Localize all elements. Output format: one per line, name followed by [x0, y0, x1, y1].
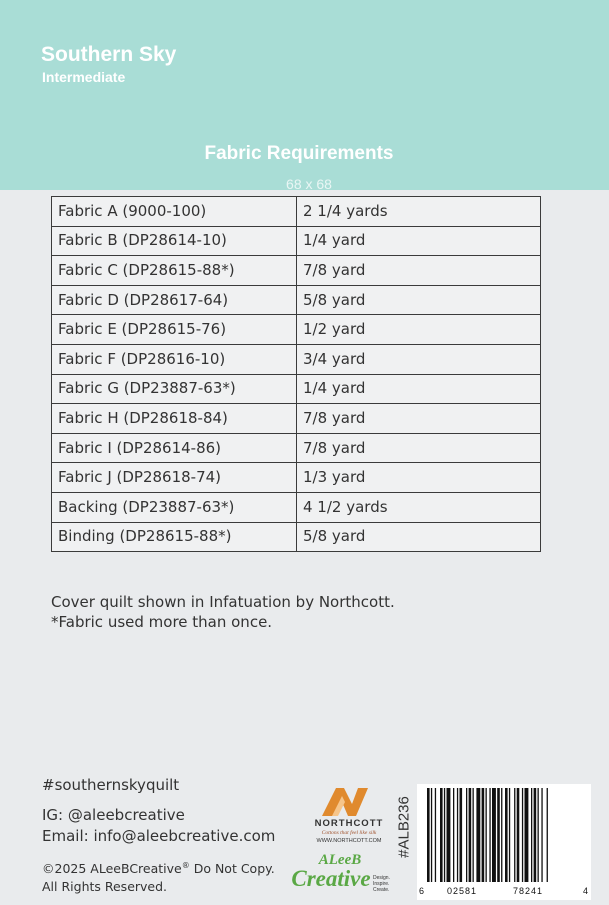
barcode-digit-right: 4	[583, 886, 589, 896]
fabric-reuse-note: *Fabric used more than once.	[51, 613, 273, 631]
barcode-bar	[482, 788, 485, 882]
quilt-size: 68 x 68	[286, 176, 332, 192]
barcode-bar	[531, 788, 532, 882]
fabric-amount-cell: 7/8 yard	[297, 433, 541, 463]
barcode-bar	[427, 788, 430, 882]
table-row	[52, 197, 541, 227]
barcode-bar	[501, 788, 502, 882]
fabric-amount-cell: 5/8 yard	[297, 522, 541, 552]
barcode-bar	[541, 788, 542, 882]
section-title: Fabric Requirements	[204, 143, 394, 164]
fabric-amount-cell: 1/2 yard	[297, 315, 541, 345]
table-row	[52, 463, 541, 493]
table-row	[52, 374, 541, 404]
barcode	[417, 784, 591, 900]
barcode-bar	[509, 788, 510, 882]
barcode-bar	[476, 788, 480, 882]
barcode-bar	[440, 788, 443, 882]
barcode-bar	[466, 788, 467, 882]
fabric-name-cell: Fabric A (9000-100)	[52, 197, 297, 227]
fabric-requirements-table	[51, 196, 541, 552]
fabric-name-cell: Fabric G (DP23887-63*)	[52, 374, 297, 404]
barcode-bar	[486, 788, 487, 882]
barcode-bar	[534, 788, 537, 882]
fabric-name-cell: Fabric J (DP28618-74)	[52, 463, 297, 493]
table-row	[52, 492, 541, 522]
table-row	[52, 285, 541, 315]
fabric-amount-cell: 1/3 yard	[297, 463, 541, 493]
table-row	[52, 433, 541, 463]
barcode-bar	[514, 788, 515, 882]
aleeb-logo-top: ALeeB	[318, 852, 362, 868]
barcode-bars-icon	[417, 784, 591, 900]
barcode-bar	[457, 788, 458, 882]
barcode-group-2: 78241	[513, 886, 544, 896]
rights-reserved: All Rights Reserved.	[42, 879, 168, 894]
barcode-bar	[431, 788, 432, 882]
hashtag: #southernskyquilt	[42, 776, 180, 794]
copyright: ©2025 ALeeBCreative® Do Not Copy.	[42, 861, 275, 877]
cover-quilt-note: Cover quilt shown in Infatuation by Northcott.	[51, 593, 395, 611]
fabric-amount-cell: 5/8 yard	[297, 285, 541, 315]
northcott-tagline: Cottons that feel like silk	[321, 830, 377, 836]
barcode-bar	[453, 788, 454, 882]
aleeb-logo-bottom: Creative	[291, 866, 371, 891]
northcott-name: NORTHCOTT	[314, 818, 384, 829]
barcode-bar	[522, 788, 523, 882]
instagram-handle: IG: @aleebcreative	[42, 806, 185, 824]
barcode-bar	[505, 788, 508, 882]
skill-level: Intermediate	[42, 69, 126, 85]
barcode-bar	[447, 788, 451, 882]
fabric-name-cell: Fabric E (DP28615-76)	[52, 315, 297, 345]
barcode-group-1: 02581	[447, 886, 478, 896]
barcode-bar	[435, 788, 436, 882]
table-row	[52, 256, 541, 286]
barcode-bar	[473, 788, 474, 882]
barcode-bar	[547, 788, 548, 882]
fabric-name-cell: Fabric C (DP28615-88*)	[52, 256, 297, 286]
fabric-name-cell: Fabric F (DP28616-10)	[52, 344, 297, 374]
table-row	[52, 344, 541, 374]
northcott-url: WWW.NORTHCOTT.COM	[316, 838, 382, 844]
table-row	[52, 315, 541, 345]
barcode-bar	[460, 788, 463, 882]
fabric-amount-cell: 2 1/4 yards	[297, 197, 541, 227]
barcode-bar	[444, 788, 445, 882]
fabric-amount-cell: 4 1/2 yards	[297, 492, 541, 522]
table-row	[52, 522, 541, 552]
barcode-bar	[489, 788, 490, 882]
fabric-amount-cell: 3/4 yard	[297, 344, 541, 374]
fabric-amount-cell: 1/4 yard	[297, 226, 541, 256]
fabric-name-cell: Fabric D (DP28617-64)	[52, 285, 297, 315]
aleeb-tagline: Design. Inspire. Create.	[373, 875, 390, 893]
contact-email: Email: info@aleebcreative.com	[42, 827, 276, 845]
barcode-bar	[517, 788, 520, 882]
barcode-bar	[538, 788, 539, 882]
pattern-title: Southern Sky	[41, 43, 177, 66]
table-row	[52, 404, 541, 434]
northcott-mark-icon	[318, 784, 376, 818]
fabric-name-cell: Binding (DP28615-88*)	[52, 522, 297, 552]
fabric-amount-cell: 7/8 yard	[297, 404, 541, 434]
barcode-bar	[525, 788, 529, 882]
barcode-bar	[469, 788, 472, 882]
fabric-name-cell: Fabric H (DP28618-84)	[52, 404, 297, 434]
barcode-bar	[497, 788, 500, 882]
table-row	[52, 226, 541, 256]
barcode-digit-left: 6	[419, 886, 425, 896]
fabric-name-cell: Backing (DP23887-63*)	[52, 492, 297, 522]
barcode-bar	[492, 788, 496, 882]
fabric-name-cell: Fabric I (DP28614-86)	[52, 433, 297, 463]
fabric-amount-cell: 7/8 yard	[297, 256, 541, 286]
fabric-amount-cell: 1/4 yard	[297, 374, 541, 404]
fabric-name-cell: Fabric B (DP28614-10)	[52, 226, 297, 256]
